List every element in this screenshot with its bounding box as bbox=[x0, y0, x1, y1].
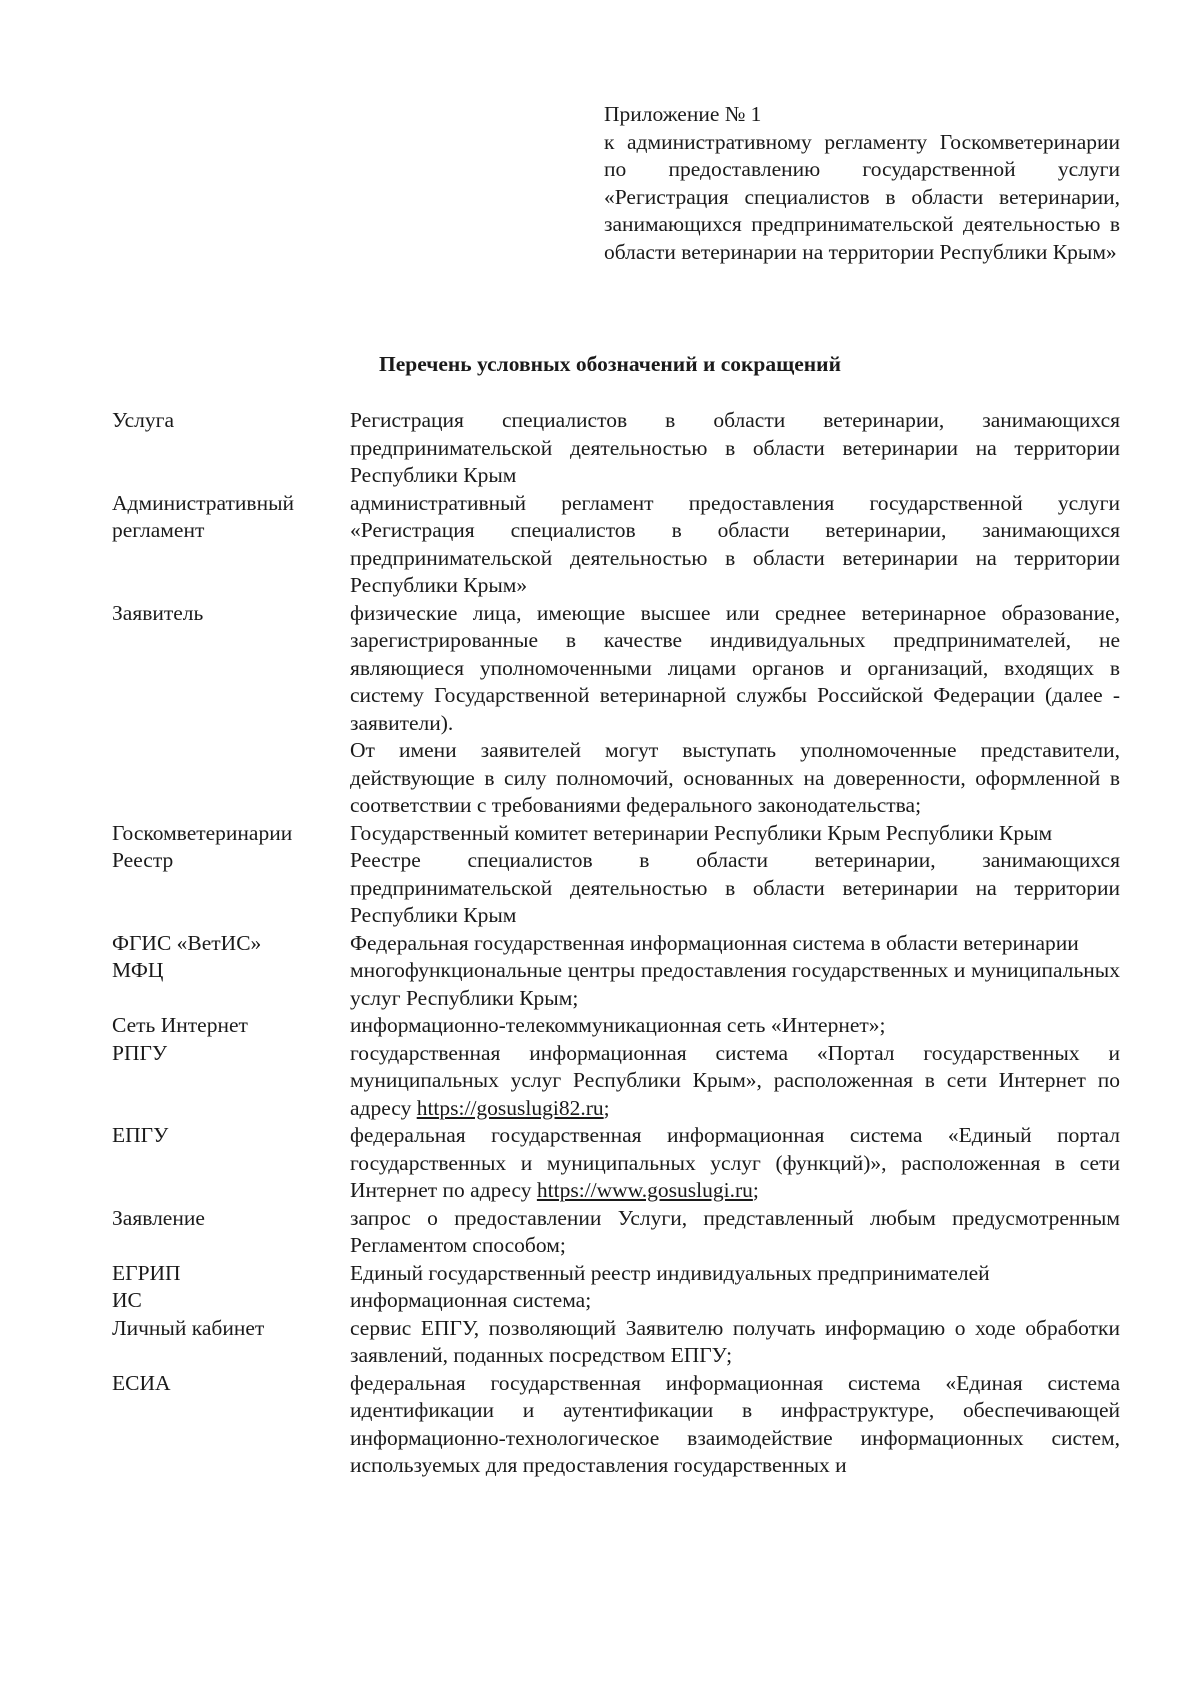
table-row bbox=[112, 600, 1120, 820]
table-row bbox=[112, 1205, 1120, 1260]
table-row bbox=[112, 847, 1120, 930]
term: Госкомветеринарии bbox=[112, 820, 293, 845]
table-row bbox=[112, 957, 1120, 1012]
table-row bbox=[112, 1122, 1120, 1205]
definition: многофункциональные центры предоставления государственных и муниципальных услуг Республики Крым; bbox=[350, 958, 1120, 1010]
definition: физические лица, имеющие высшее или среднее ветеринарное образование, зарегистрированные в качестве индивидуальных предпринимателей, не являющиеся уполномоченными лицами органов и организаций, входящих в систему Государственной ветеринарной службы Российской Федерации (далее - заявители). bbox=[350, 600, 1120, 735]
term: ЕПГУ bbox=[112, 1123, 169, 1147]
definition-cell bbox=[350, 600, 1120, 820]
term: Личный кабинет bbox=[112, 1315, 265, 1340]
document-title: Перечень условных обозначений и сокращений bbox=[379, 352, 841, 376]
term: Административный регламент bbox=[112, 490, 295, 542]
appendix-number: Приложение № 1 bbox=[604, 102, 762, 126]
definition: Единый государственный реестр индивидуальных предпринимателей bbox=[350, 1260, 990, 1285]
term: Реестр bbox=[112, 848, 174, 872]
definition: Федеральная государственная информационная система в области ветеринарии bbox=[350, 930, 1079, 955]
term: Заявитель bbox=[112, 600, 204, 625]
definition: федеральная государственная информационная система «Единая система идентификации и аутентификации в инфраструктуре, обеспечивающей информационно-технологическое взаимодействие информационных систем, используемых для предоставления государственных и bbox=[350, 1370, 1120, 1477]
definition: информационная система; bbox=[350, 1288, 592, 1312]
definition: Реестре специалистов в области ветеринарии, занимающихся предпринимательской деятельностью в области ветеринарии на территории Республики Крым bbox=[350, 848, 1120, 927]
rpgu-link[interactable]: https://gosuslugi82.ru bbox=[416, 1095, 604, 1120]
abbreviations-table bbox=[112, 407, 1120, 1480]
term: ИС bbox=[112, 1288, 142, 1312]
definition: Регистрация специалистов в области ветеринарии, занимающихся предпринимательской деятельностью в области ветеринарии на территории Республики Крым bbox=[350, 408, 1120, 487]
definition-continuation: От имени заявителей могут выступать уполномоченные представители, действующие в силу полномочий, основанных на доверенности, оформленной в соответствии с требованиями федерального законодательства; bbox=[350, 738, 1120, 817]
term: ЕСИА bbox=[112, 1370, 171, 1395]
definition-cell bbox=[350, 1040, 1120, 1123]
term: Сеть Интернет bbox=[112, 1013, 248, 1037]
term: Услуга bbox=[112, 408, 175, 432]
table-row bbox=[112, 930, 1120, 958]
definition-cell bbox=[350, 1122, 1120, 1205]
definition-punctuation: ; bbox=[603, 1095, 610, 1120]
definition: Государственный комитет ветеринарии Республики Крым Республики Крым bbox=[350, 820, 1053, 845]
term: Заявление bbox=[112, 1205, 205, 1230]
definition: административный регламент предоставления государственной услуги «Регистрация специалистов в области ветеринарии, занимающихся предпринимательской деятельностью в области ветеринарии на территории Республики Крым» bbox=[350, 490, 1120, 597]
table-row bbox=[112, 1315, 1120, 1370]
table-row bbox=[112, 1370, 1120, 1480]
definition-punctuation: ; bbox=[752, 1178, 759, 1202]
epgu-link[interactable]: https://www.gosuslugi.ru bbox=[536, 1178, 753, 1202]
term: ЕГРИП bbox=[112, 1260, 181, 1285]
definition: сервис ЕПГУ, позволяющий Заявителю получать информацию о ходе обработки заявлений, поданных посредством ЕПГУ; bbox=[350, 1315, 1120, 1367]
table-row bbox=[112, 490, 1120, 600]
appendix-header bbox=[604, 101, 1120, 266]
appendix-reference-text: к административному регламенту Госкомветеринарии по предоставлению государственной услуги «Регистрация специалистов в области ветеринарии, занимающихся предпринимательской деятельностью в области ветеринарии на территории Республики Крым» bbox=[604, 129, 1120, 264]
table-row bbox=[112, 407, 1120, 490]
definition: информационно-телекоммуникационная сеть «Интернет»; bbox=[350, 1013, 886, 1037]
table-row bbox=[112, 1287, 1120, 1315]
table-row bbox=[112, 1012, 1120, 1040]
term: МФЦ bbox=[112, 958, 164, 982]
term: ФГИС «ВетИС» bbox=[112, 930, 262, 955]
definition: запрос о предоставлении Услуги, представленный любым предусмотренным Регламентом способом; bbox=[350, 1205, 1120, 1257]
table-row bbox=[112, 1040, 1120, 1123]
term: РПГУ bbox=[112, 1040, 168, 1065]
table-row bbox=[112, 1260, 1120, 1288]
definition: федеральная государственная информационная система «Единый портал государственных и муниципальных услуг (функций)», расположенная в сети Интернет по адресу bbox=[350, 1123, 1120, 1202]
definition: государственная информационная система «Портал государственных и муниципальных услуг Республики Крым», расположенная в сети Интернет по адресу bbox=[350, 1040, 1120, 1120]
table-row bbox=[112, 820, 1120, 848]
